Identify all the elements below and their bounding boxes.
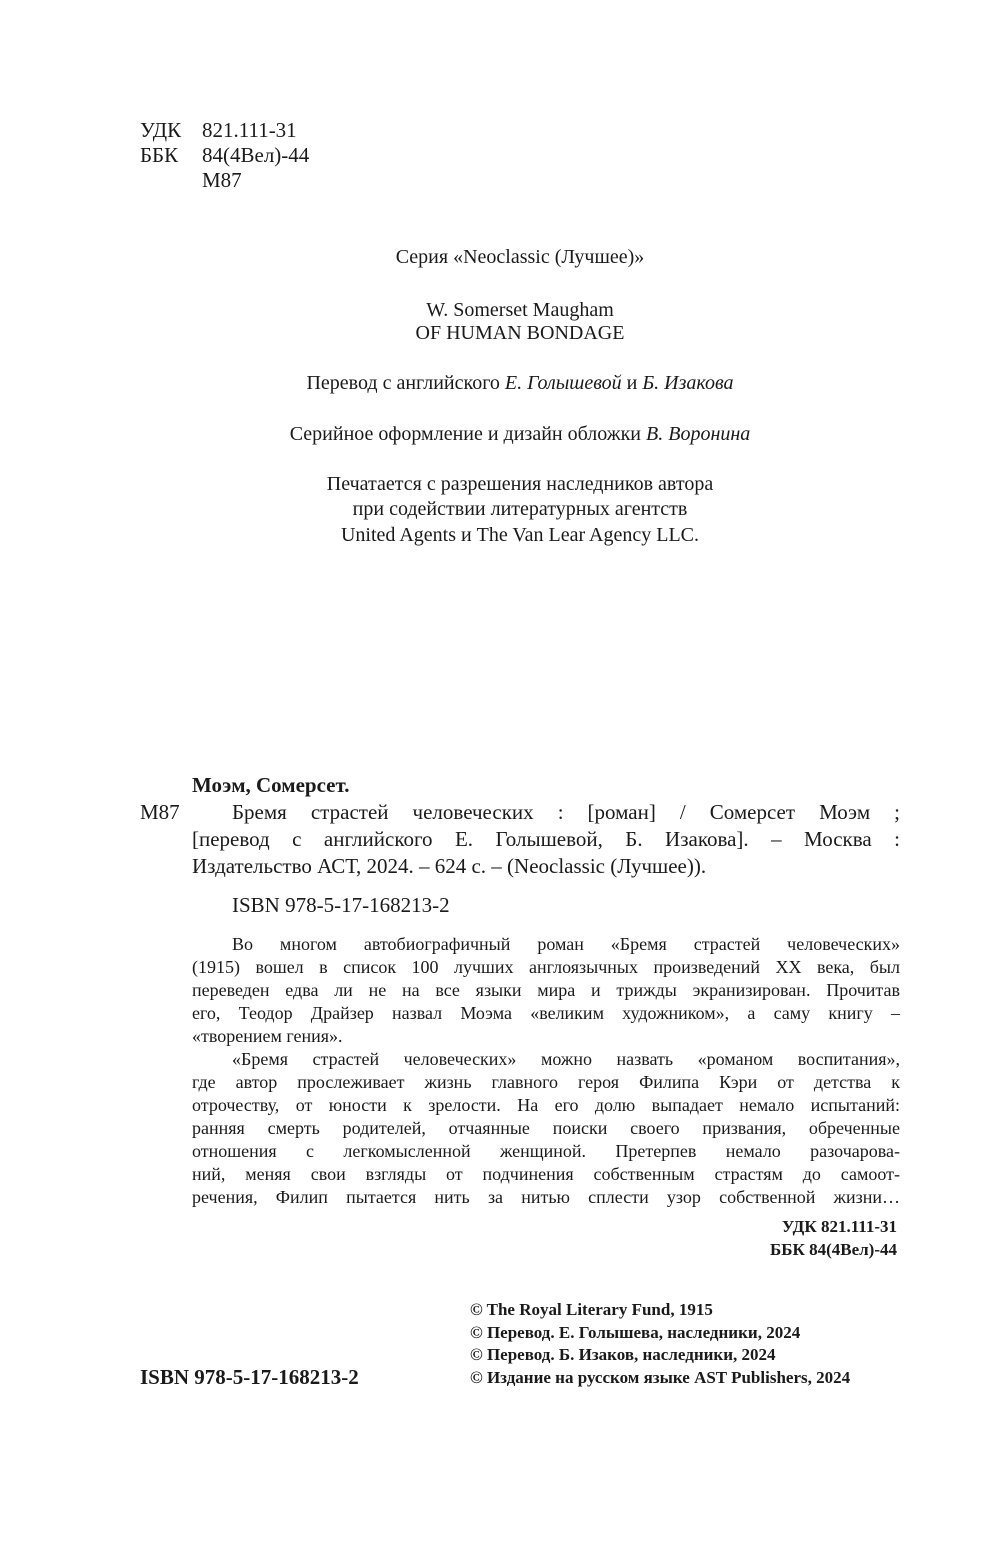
record-description-line: Издательство АСТ, 2024. – 624 с. – (Neoclassic (Лучшее)).	[192, 854, 707, 878]
record-description-line: [перевод с английского Е. Голышевой, Б. Изакова]. – Москва :	[192, 827, 900, 851]
udk-value: 821.111-31	[202, 118, 297, 142]
abstract-line: «творением гения».	[192, 1026, 343, 1046]
udk-label: УДК	[140, 118, 182, 142]
footer-isbn: ISBN 978-5-17-168213-2	[140, 1365, 359, 1389]
abstract-line: Во многом автобиографичный роман «Бремя страстей человеческих»	[232, 934, 900, 954]
designer: В. Воронина	[646, 423, 751, 445]
abstract-line: речения, Филип пытается нить за нитью сплести узор собственной жизни…	[192, 1187, 900, 1207]
abstract-line: ранняя смерть родителей, отчаянные поиски своего призвания, обреченные	[192, 1118, 900, 1138]
design-prefix: Серийное оформление и дизайн обложки	[289, 423, 647, 445]
translation-prefix: Перевод с английского	[306, 372, 505, 394]
abstract-line: ний, меняя свои взгляды от подчинения собственным страстям до самоот-	[192, 1164, 900, 1184]
permission-line: при содействии литературных агентств	[352, 498, 688, 520]
copyright-line: © Перевод. Б. Изаков, наследники, 2024	[470, 1345, 776, 1364]
record-author-mark: М87	[140, 800, 180, 824]
abstract-line: его, Теодор Драйзер назвал Моэма «великим художником», а саму книгу –	[192, 1003, 900, 1023]
abstract-line: «Бремя страстей человеческих» можно назвать «романом воспитания»,	[232, 1049, 900, 1069]
copyright-line: © Издание на русском языке AST Publishers, 2024	[470, 1368, 851, 1387]
bbk-value: 84(4Вел)-44	[202, 143, 310, 167]
abstract-line: где автор прослеживает жизнь главного героя Филипа Кэри от детства к	[192, 1072, 900, 1092]
design-credit	[0, 422, 1000, 446]
abstract-line: (1915) вошел в список 100 лучших англоязычных произведений XX века, был	[192, 957, 900, 977]
record-isbn: ISBN 978-5-17-168213-2	[232, 893, 450, 917]
footer-udk: УДК 821.111-31	[781, 1217, 897, 1236]
series: Серия «Neoclassic (Лучшее)»	[395, 246, 645, 268]
permission-line: Печатается с разрешения наследников автора	[326, 473, 714, 495]
translation-credit	[0, 371, 1000, 395]
abstract-line: переведен едва ли не на все языки мира и трижды экранизирован. Прочитав	[192, 980, 900, 1000]
abstract-line: отношения с легкомысленной женщиной. Претерпев немало разочарова-	[192, 1141, 900, 1161]
footer-bbk: ББК 84(4Вел)-44	[770, 1240, 897, 1259]
original-title: OF HUMAN BONDAGE	[415, 322, 625, 344]
author-mark: М87	[202, 168, 242, 192]
translator-1: Е. Голышевой	[504, 372, 622, 394]
author-heading: Моэм, Сомерсет.	[192, 773, 350, 797]
translator-2: Б. Изакова	[642, 372, 734, 394]
bbk-label: ББК	[140, 143, 179, 167]
translation-and: и	[621, 372, 643, 394]
original-author: W. Somerset Maugham	[426, 299, 614, 321]
copyright-line: © The Royal Literary Fund, 1915	[470, 1300, 713, 1319]
copyright-line: © Перевод. Е. Голышева, наследники, 2024	[470, 1323, 801, 1342]
record-description-line: Бремя страстей человеческих : [роман] / Сомерсет Моэм ;	[232, 800, 900, 824]
abstract-line: отрочеству, от юности к зрелости. На его долю выпадает немало испытаний:	[192, 1095, 900, 1115]
permission-line: United Agents и The Van Lear Agency LLC.	[340, 524, 700, 546]
